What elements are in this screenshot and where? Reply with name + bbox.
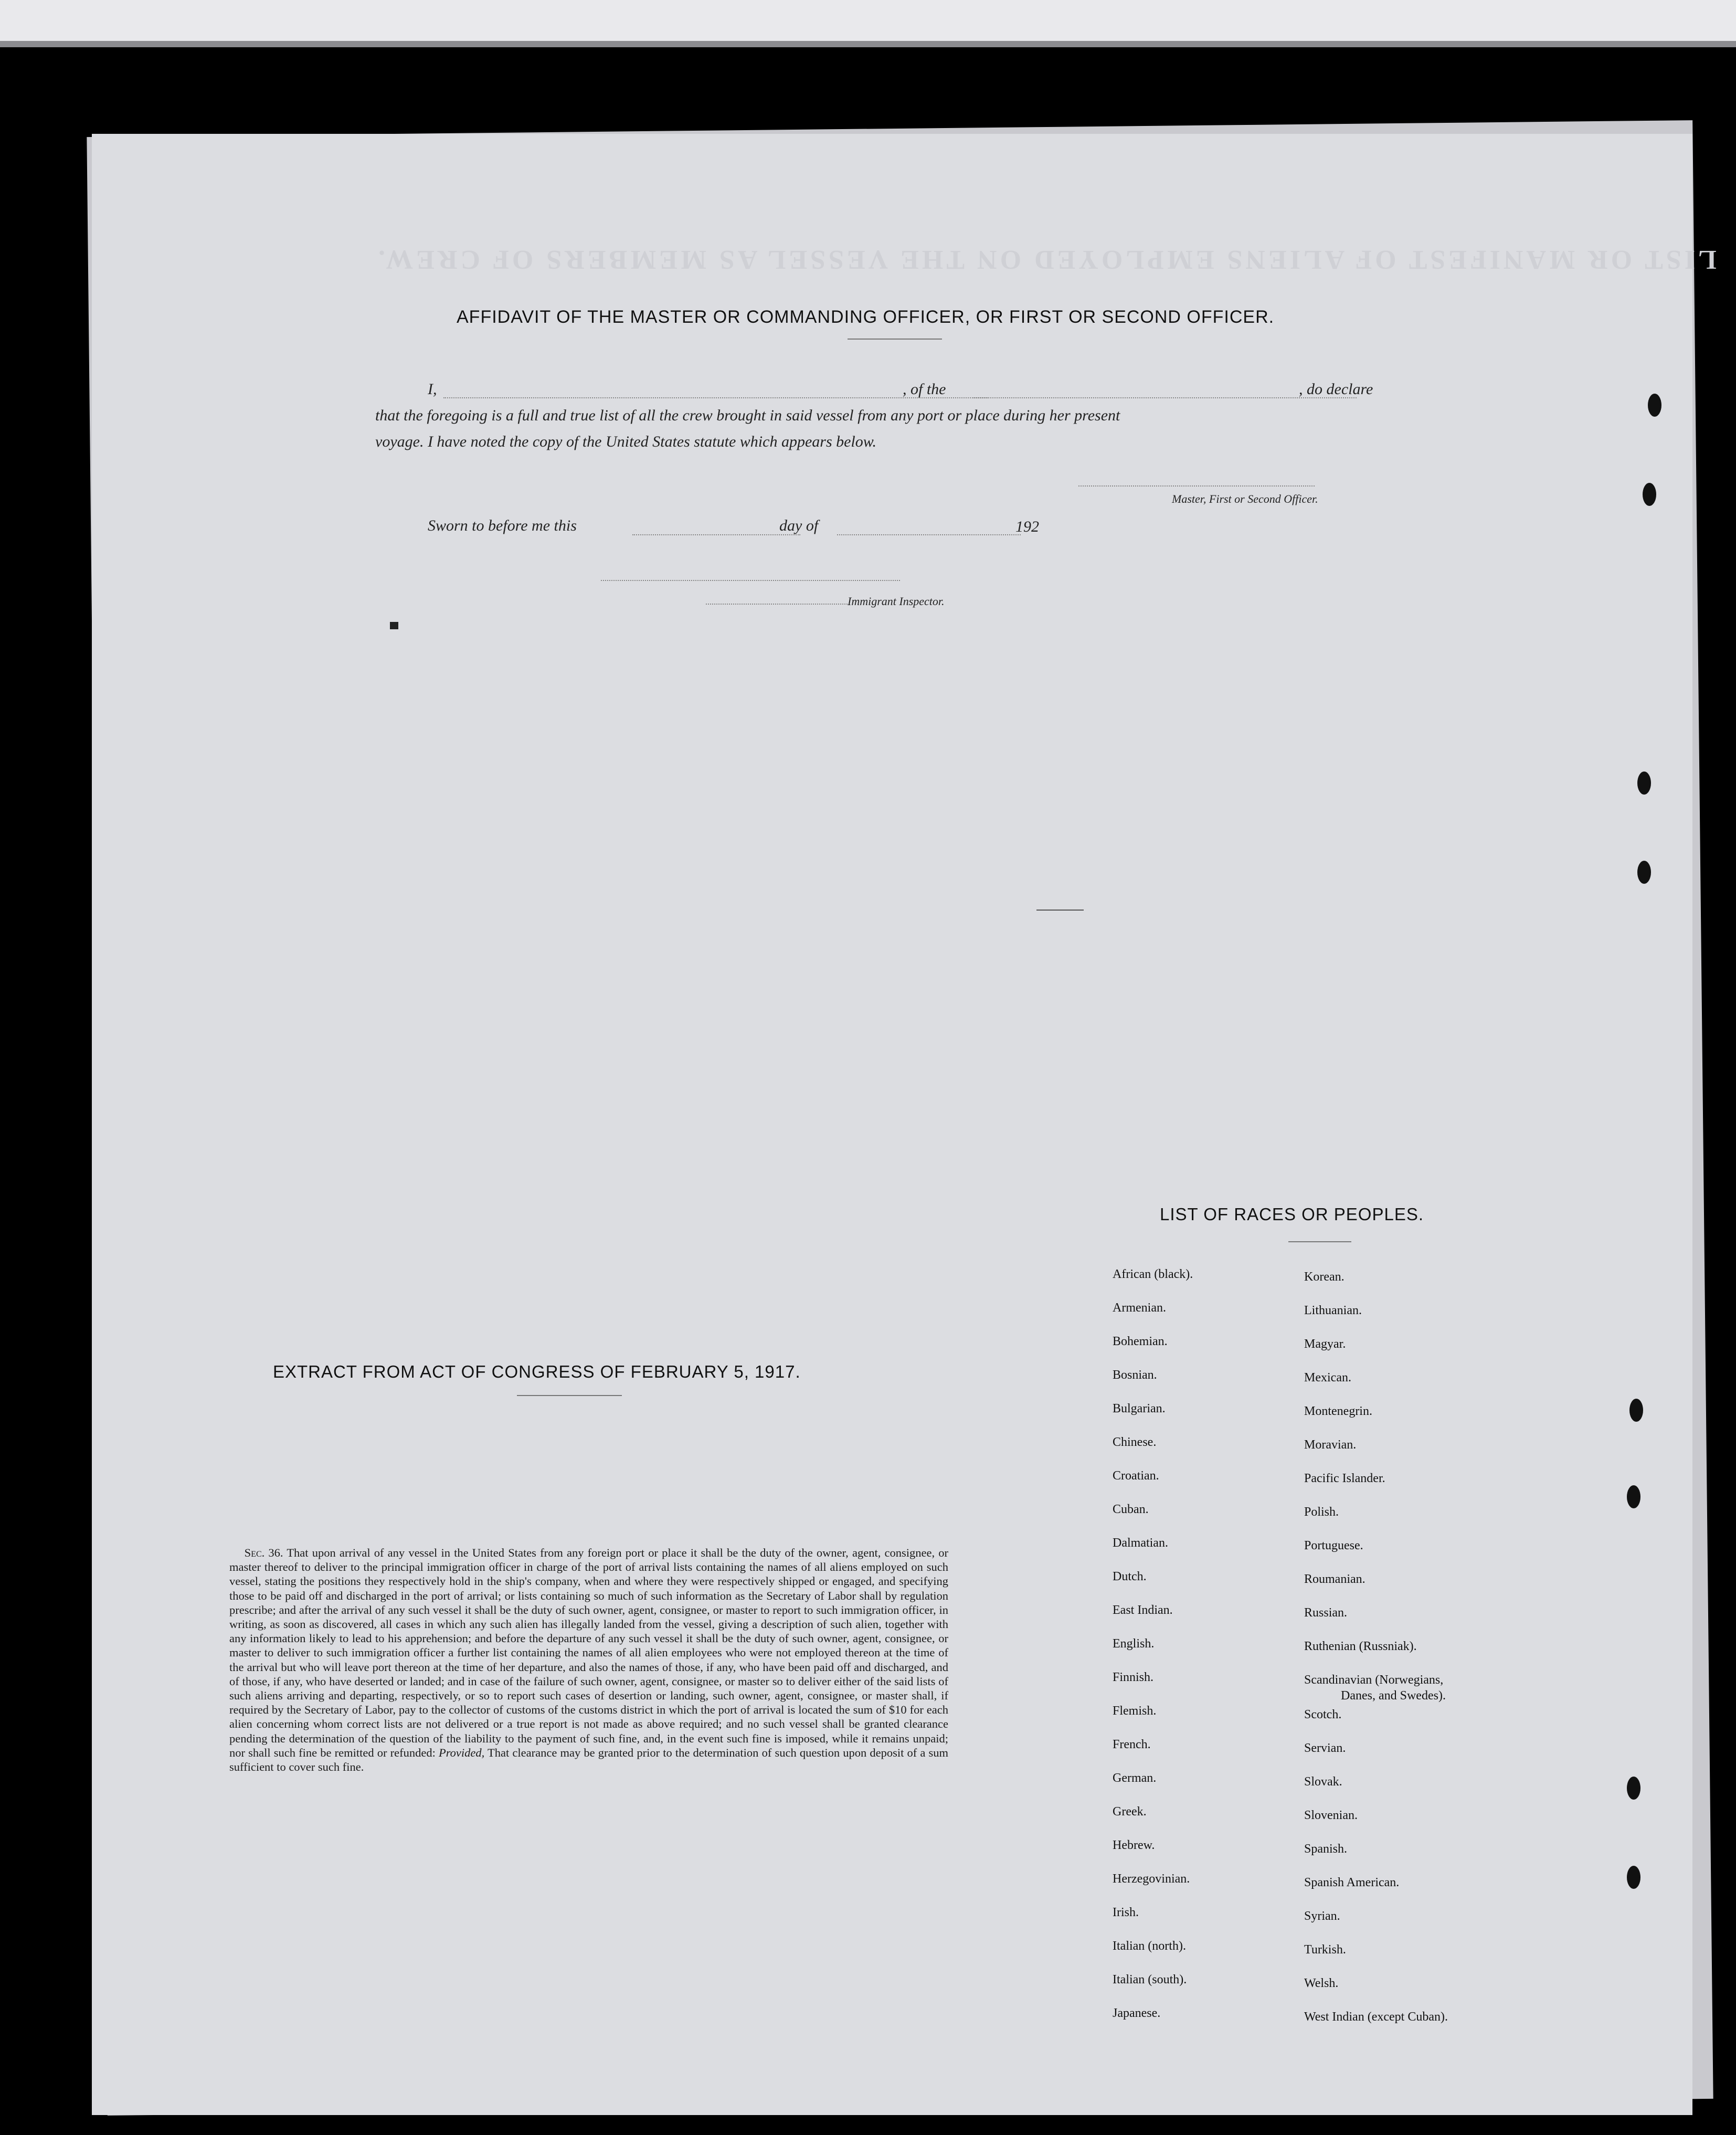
race-item: French. bbox=[1113, 1738, 1151, 1751]
race-item: Magyar. bbox=[1304, 1337, 1346, 1351]
race-item: Finnish. bbox=[1113, 1671, 1154, 1684]
punch-hole bbox=[1648, 394, 1661, 417]
race-item: Mexican. bbox=[1304, 1371, 1351, 1384]
affidavit-line-2: that the foregoing is a full and true list of all the crew brought in said vessel from any port or place during her present bbox=[375, 407, 1120, 424]
race-item: Danes, and Swedes). bbox=[1341, 1689, 1446, 1703]
race-item: Korean. bbox=[1304, 1270, 1345, 1284]
document-page bbox=[92, 134, 1717, 2115]
race-item: German. bbox=[1113, 1771, 1157, 1785]
race-item: Roumanian. bbox=[1304, 1572, 1365, 1586]
punch-hole bbox=[1627, 1866, 1640, 1889]
race-item: Italian (north). bbox=[1113, 1939, 1186, 1953]
race-item: East Indian. bbox=[1113, 1603, 1173, 1617]
punch-hole bbox=[1637, 861, 1651, 884]
race-item: Syrian. bbox=[1304, 1909, 1340, 1923]
extract-provided-label: Provided, bbox=[439, 1746, 485, 1759]
race-item: Spanish. bbox=[1304, 1842, 1348, 1856]
race-item: Dutch. bbox=[1113, 1570, 1147, 1583]
race-item: Polish. bbox=[1304, 1505, 1339, 1519]
race-item: Dalmatian. bbox=[1113, 1536, 1168, 1550]
sworn-day-field[interactable] bbox=[632, 534, 800, 535]
race-item: Greek. bbox=[1113, 1805, 1147, 1819]
race-item: Italian (south). bbox=[1113, 1973, 1187, 1986]
race-item: Slovak. bbox=[1304, 1775, 1342, 1789]
race-item: Welsh. bbox=[1304, 1977, 1339, 1990]
race-item: Hebrew. bbox=[1113, 1838, 1155, 1852]
punch-hole bbox=[1629, 1399, 1643, 1422]
race-item: Irish. bbox=[1113, 1906, 1139, 1919]
extract-title: EXTRACT FROM ACT OF CONGRESS OF FEBRUARY 5, 1917. bbox=[273, 1362, 801, 1381]
day-of-label: day of bbox=[779, 517, 819, 534]
inspector-label: Immigrant Inspector. bbox=[848, 595, 945, 608]
race-item: Cuban. bbox=[1113, 1503, 1149, 1516]
inspector-name-field[interactable] bbox=[706, 604, 848, 605]
punch-hole bbox=[1627, 1777, 1640, 1800]
year-label: 192 bbox=[1015, 518, 1039, 535]
punch-hole bbox=[1643, 483, 1656, 506]
race-item: Chinese. bbox=[1113, 1435, 1157, 1449]
race-item: Armenian. bbox=[1113, 1301, 1166, 1315]
ink-dash bbox=[1036, 910, 1084, 911]
race-item: English. bbox=[1113, 1637, 1155, 1651]
affidavit-of-the-label: , of the bbox=[903, 381, 946, 398]
race-item: West Indian (except Cuban). bbox=[1304, 2010, 1448, 2024]
affidavit-title: AFFIDAVIT OF THE MASTER OR COMMANDING OFFICER, OR FIRST OR SECOND OFFICER. bbox=[457, 307, 1275, 327]
sworn-month-field[interactable] bbox=[837, 534, 1021, 535]
ink-speck bbox=[390, 622, 398, 629]
race-item: Bulgarian. bbox=[1113, 1402, 1166, 1415]
punch-hole bbox=[1627, 1485, 1640, 1508]
race-item: Flemish. bbox=[1113, 1704, 1157, 1718]
race-item: Pacific Islander. bbox=[1304, 1472, 1385, 1485]
sworn-label: Sworn to before me this bbox=[428, 517, 577, 534]
race-item: Turkish. bbox=[1304, 1943, 1346, 1957]
race-item: Herzegovinian. bbox=[1113, 1872, 1190, 1886]
punch-hole bbox=[1637, 771, 1651, 795]
affidavit-i-label: I, bbox=[428, 381, 437, 398]
race-item: Bohemian. bbox=[1113, 1335, 1168, 1348]
race-item: Slovenian. bbox=[1304, 1809, 1358, 1822]
extract-body-text: That upon arrival of any vessel in the United States from any foreign port or place it shall be the duty of the owner, agent, consignee, or master thereof to deliver to the principal immigration officer in charge of the port of arrival lists containing the names of all aliens employed on such vessel, stating the positions they respectively hold in the ship's company, when and where they were respectively shipped or engaged, and specifying those to be paid off and discharged in the port of arrival; or lists containing so much of such information as the Secretary of Labor shall by regulation prescribe; and after the arrival of any such vessel it shall be the duty of such owner, agent, consignee, or master to report to such immigration officer, in writing, as soon as discovered, all cases in which any such alien has illegally landed from the vessel, giving a description of such alien, together with any information likely to lead to his apprehension; and before the departure of any such vessel it shall be the duty of such owner, agent, consignee, or master to deliver to such immigration officer a further list containing the names of all alien employees who were not employed thereon at the time of the arrival but who will leave port thereon at the time of her departure, and also the names of those, if any, who have been paid off and discharged, and of those, if any, who have deserted or landed; and in case of the failure of such owner, agent, consignee, or master so to deliver either of the said lists of such aliens arriving and departing, respectively, or so to report such cases of desertion or landing, such owner, agent, consignee, or master shall, if required by the Secretary of Labor, pay to the collector of customs of the customs district in which the port of arrival is located the sum of $10 for each alien concerning whom correct lists are not delivered or a true report is not made as above required; and no such vessel shall be granted clearance pending the determination of the question of the liability to the payment of such fine, and, in the event such fine is imposed, while it remains unpaid; nor shall such fine be remitted or refunded: bbox=[229, 1546, 948, 1759]
race-item: Russian. bbox=[1304, 1606, 1348, 1620]
races-title-rule bbox=[1288, 1241, 1351, 1242]
race-item: Spanish American. bbox=[1304, 1876, 1400, 1889]
inspector-signature-line[interactable] bbox=[601, 580, 900, 581]
extract-body-end: That clearance may be granted prior to the determination of such question upon deposit of a sum sufficient to cover such fine. bbox=[229, 1746, 949, 1774]
race-item: Scandinavian (Norwegians, bbox=[1304, 1673, 1444, 1687]
race-item: Montenegrin. bbox=[1304, 1404, 1372, 1418]
affidavit-line-3: voyage. I have noted the copy of the United States statute which appears below. bbox=[375, 433, 877, 450]
affidavit-title-rule bbox=[848, 339, 942, 340]
extract-section-label: Sec. 36. bbox=[244, 1546, 283, 1559]
extract-body bbox=[229, 1546, 948, 1774]
affidavit-do-declare-label: , do declare bbox=[1299, 381, 1373, 398]
race-item: Portuguese. bbox=[1304, 1539, 1363, 1552]
race-item: Ruthenian (Russniak). bbox=[1304, 1640, 1417, 1653]
race-item: Croatian. bbox=[1113, 1469, 1159, 1483]
race-item: Scotch. bbox=[1304, 1708, 1342, 1721]
extract-title-rule bbox=[517, 1395, 622, 1396]
race-item: Japanese. bbox=[1113, 2006, 1161, 2020]
race-item: Moravian. bbox=[1304, 1438, 1357, 1452]
races-title: LIST OF RACES OR PEOPLES. bbox=[1160, 1204, 1424, 1224]
scanner-top-shadow bbox=[0, 41, 1736, 47]
race-item: Lithuanian. bbox=[1304, 1304, 1362, 1317]
bleedthrough-title: LIST OR MANIFEST OF ALIENS EMPLOYED ON THE VESSEL AS MEMBERS OF CREW. bbox=[375, 245, 1717, 274]
race-item: Servian. bbox=[1304, 1741, 1346, 1755]
race-item: African (black). bbox=[1113, 1267, 1193, 1281]
scanner-top-strip bbox=[0, 0, 1736, 45]
signature-field[interactable] bbox=[1078, 485, 1315, 487]
signature-label: Master, First or Second Officer. bbox=[1172, 492, 1318, 505]
race-item: Bosnian. bbox=[1113, 1368, 1157, 1382]
